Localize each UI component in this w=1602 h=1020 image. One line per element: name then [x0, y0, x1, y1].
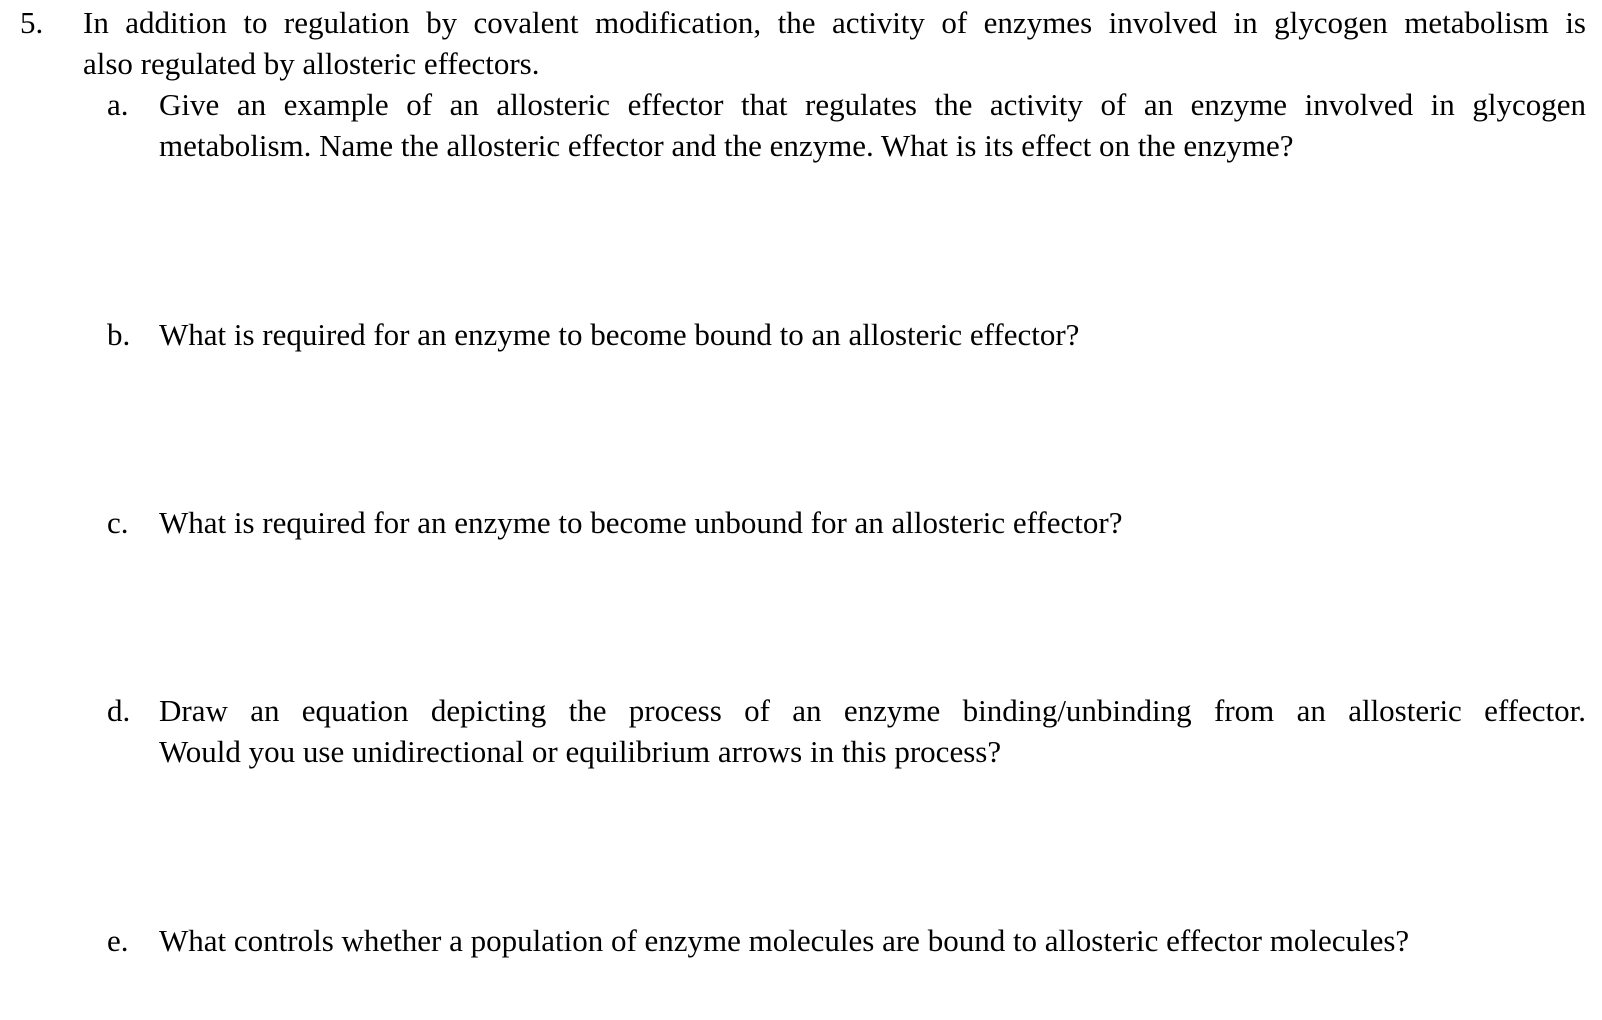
part-d-text — [159, 690, 1586, 772]
part-a-line-1: Give an example of an allosteric effector that regulates the activity of an enzyme involved in glycogen — [159, 87, 1586, 122]
part-c-letter: c. — [107, 505, 129, 540]
part-e-letter: e. — [107, 923, 129, 958]
question-number: 5. — [20, 5, 44, 40]
part-a-letter: a. — [107, 87, 129, 122]
question-stem-line-1: In addition to regulation by covalent modification, the activity of enzymes involved in glycogen metabolism is — [83, 5, 1586, 40]
part-d-line-1: Draw an equation depicting the process of an enzyme binding/unbinding from an allosteric effector. — [159, 693, 1586, 728]
question-stem — [83, 2, 1586, 84]
part-e-line-1: What controls whether a population of enzyme molecules are bound to allosteric effector molecules? — [159, 923, 1410, 958]
question-stem-line-2: also regulated by allosteric effectors. — [83, 46, 540, 81]
part-b-line-1: What is required for an enzyme to become bound to an allosteric effector? — [159, 317, 1080, 352]
part-a — [107, 84, 1586, 166]
part-e — [107, 920, 1586, 961]
part-a-line-2: metabolism. Name the allosteric effector and the enzyme. What is its effect on the enzyme? — [159, 128, 1294, 163]
part-a-text — [159, 84, 1586, 166]
part-d-letter: d. — [107, 693, 131, 728]
part-e-text — [159, 920, 1586, 961]
part-c-text — [159, 502, 1586, 543]
part-c — [107, 502, 1586, 543]
part-d — [107, 690, 1586, 772]
part-b — [107, 314, 1586, 355]
part-c-line-1: What is required for an enzyme to become unbound for an allosteric effector? — [159, 505, 1123, 540]
part-b-letter: b. — [107, 317, 131, 352]
part-b-text — [159, 314, 1586, 355]
part-d-line-2: Would you use unidirectional or equilibrium arrows in this process? — [159, 734, 1002, 769]
